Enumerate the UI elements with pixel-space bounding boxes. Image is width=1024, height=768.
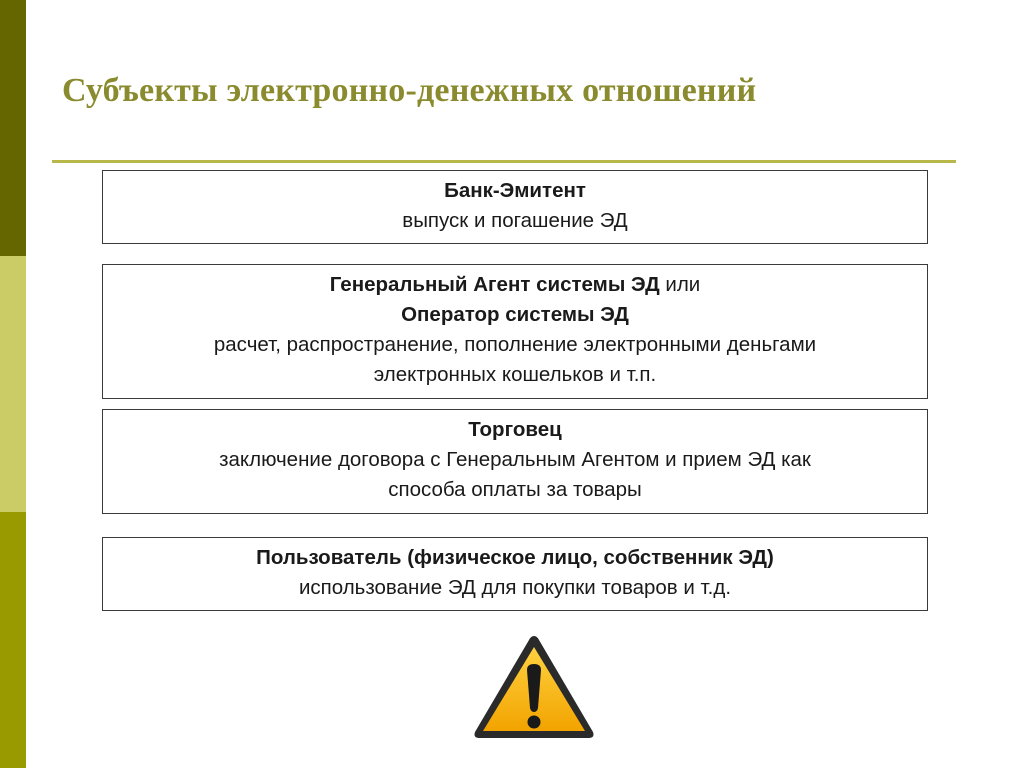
box-description: использование ЭД для покупки товаров и т.д. — [298, 576, 732, 599]
title-underline — [52, 160, 956, 163]
box-heading-row — [103, 270, 927, 300]
box-heading: Пользователь (физическое лицо, собственник ЭД) — [256, 546, 774, 569]
side-stripe-middle — [0, 256, 26, 512]
box-description: выпуск и погашение ЭД — [402, 209, 628, 232]
side-stripe-top — [0, 0, 26, 256]
box-bank-emitent — [102, 170, 928, 244]
box-connector: или — [659, 273, 701, 296]
box-user — [102, 537, 928, 611]
box-description: электронных кошельков и т.п. — [373, 363, 657, 386]
side-stripe-bottom — [0, 512, 26, 768]
box-heading: Банк-Эмитент — [444, 179, 586, 202]
box-description: способа оплаты за товары — [388, 478, 642, 501]
warning-icon — [470, 630, 598, 742]
box-trader — [102, 409, 928, 514]
box-heading: Генеральный Агент системы ЭД — [329, 273, 660, 296]
box-description: заключение договора с Генеральным Агентом и прием ЭД как — [219, 448, 811, 471]
slide-title: Субъекты электронно-денежных отношений — [62, 72, 757, 109]
box-heading: Торговец — [468, 418, 562, 441]
box-heading-secondary: Оператор системы ЭД — [401, 303, 629, 326]
box-general-agent — [102, 264, 928, 399]
box-description: расчет, распространение, пополнение электронными деньгами — [213, 333, 817, 356]
